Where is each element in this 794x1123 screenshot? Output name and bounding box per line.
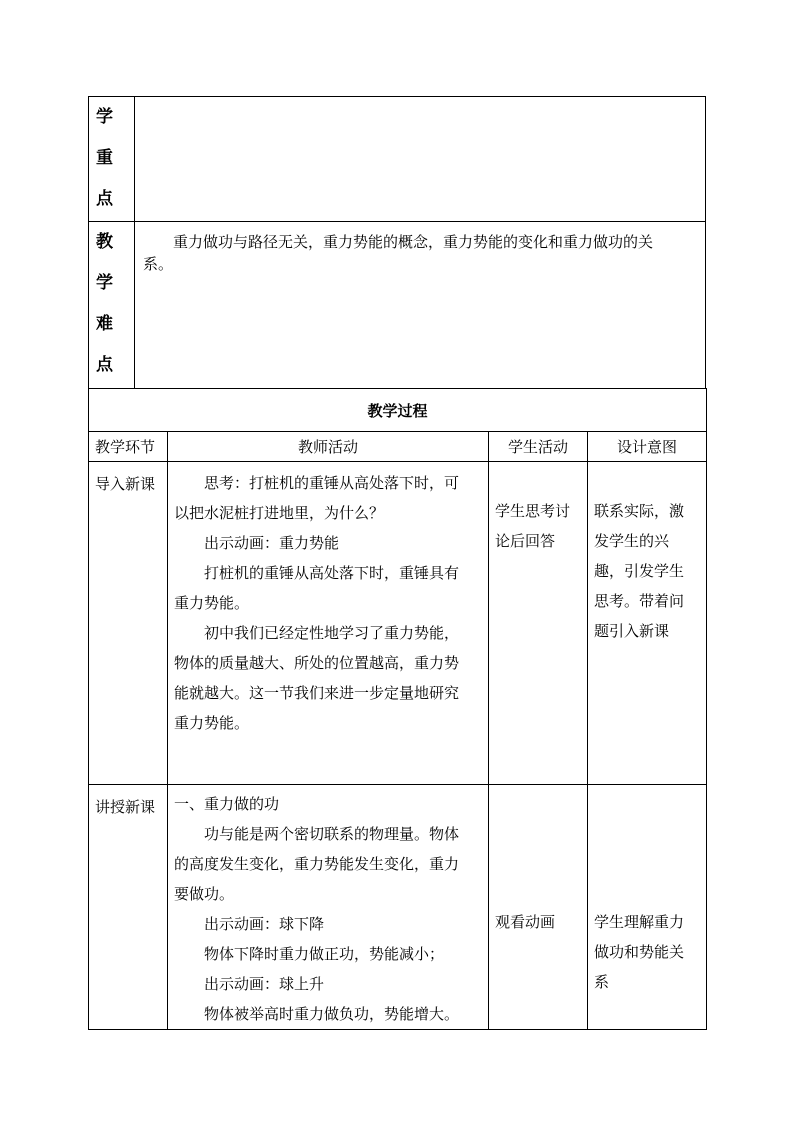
teacher-line: 出示动画：球下降 — [204, 915, 325, 933]
label-char: 点 — [96, 189, 113, 209]
header-teacher: 教师活动 — [168, 432, 489, 462]
student-activity-cell — [489, 785, 588, 1030]
teacher-line: 物体下降时重力做正功，势能减小； — [204, 945, 445, 963]
table-row — [89, 785, 707, 1030]
teacher-line: 能就越大。这一节我们来进一步定量地研究 — [174, 684, 460, 702]
label-char: 教 — [96, 232, 113, 252]
teacher-line: 重力势能。 — [174, 594, 250, 612]
difficult-points-label — [89, 222, 135, 389]
teacher-line: 思考：打桩机的重锤从高处落下时，可 — [204, 474, 460, 492]
student-line: 学生思考讨 — [495, 502, 571, 520]
design-line: 学生理解重力 — [594, 913, 685, 931]
teacher-activity-cell — [168, 462, 489, 785]
difficult-points-text-cont: 系。 — [143, 255, 174, 273]
teacher-line: 出示动画：球上升 — [204, 975, 325, 993]
teacher-line: 要做功。 — [174, 885, 235, 903]
design-line: 做功和势能关 — [594, 943, 685, 961]
teacher-line: 初中我们已经定性地学习了重力势能， — [204, 624, 460, 642]
label-char: 点 — [96, 355, 113, 375]
design-line: 系 — [594, 973, 610, 991]
student-line: 观看动画 — [495, 913, 556, 931]
teacher-line: 的高度发生变化，重力势能发生变化，重力 — [174, 855, 460, 873]
teaching-process-table — [88, 388, 707, 1030]
design-intent-cell — [588, 785, 707, 1030]
teacher-line: 重力势能。 — [174, 714, 250, 732]
stage-cell: 讲授新课 — [89, 785, 168, 1030]
student-activity-cell — [489, 462, 588, 785]
teacher-line: 功与能是两个密切联系的物理量。物体 — [204, 825, 460, 843]
label-char: 难 — [96, 314, 113, 334]
stage-cell: 导入新课 — [89, 462, 168, 785]
design-line: 趣，引发学生 — [594, 562, 685, 580]
teacher-line: 出示动画：重力势能 — [204, 534, 340, 552]
key-points-label — [89, 97, 135, 222]
label-char: 学 — [96, 273, 113, 293]
teacher-line: 打桩机的重锤从高处落下时，重锤具有 — [204, 564, 460, 582]
process-title: 教学过程 — [89, 389, 707, 432]
difficult-points-text: 重力做功与路径无关，重力势能的概念，重力势能的变化和重力做功的关 — [173, 233, 654, 251]
teacher-activity-cell — [168, 785, 489, 1030]
label-char: 重 — [96, 148, 113, 168]
header-design: 设计意图 — [588, 432, 707, 462]
objectives-table — [88, 96, 706, 389]
teacher-line: 以把水泥桩打进地里，为什么？ — [174, 504, 385, 522]
student-line: 论后回答 — [495, 532, 556, 550]
design-line: 思考。带着问 — [594, 592, 685, 610]
table-row — [89, 462, 707, 785]
design-line: 联系实际，激 — [594, 502, 685, 520]
label-char: 学 — [96, 107, 113, 127]
difficult-points-content — [135, 222, 706, 389]
header-stage: 教学环节 — [89, 432, 168, 462]
design-line: 发学生的兴 — [594, 532, 670, 550]
header-student: 学生活动 — [489, 432, 588, 462]
design-line: 题引入新课 — [594, 622, 670, 640]
teacher-line: 一、重力做的功 — [174, 795, 280, 813]
key-points-content — [135, 97, 706, 222]
teacher-line: 物体的质量越大、所处的位置越高，重力势 — [174, 654, 460, 672]
teacher-line: 物体被举高时重力做负功，势能增大。 — [204, 1005, 460, 1023]
design-intent-cell — [588, 462, 707, 785]
